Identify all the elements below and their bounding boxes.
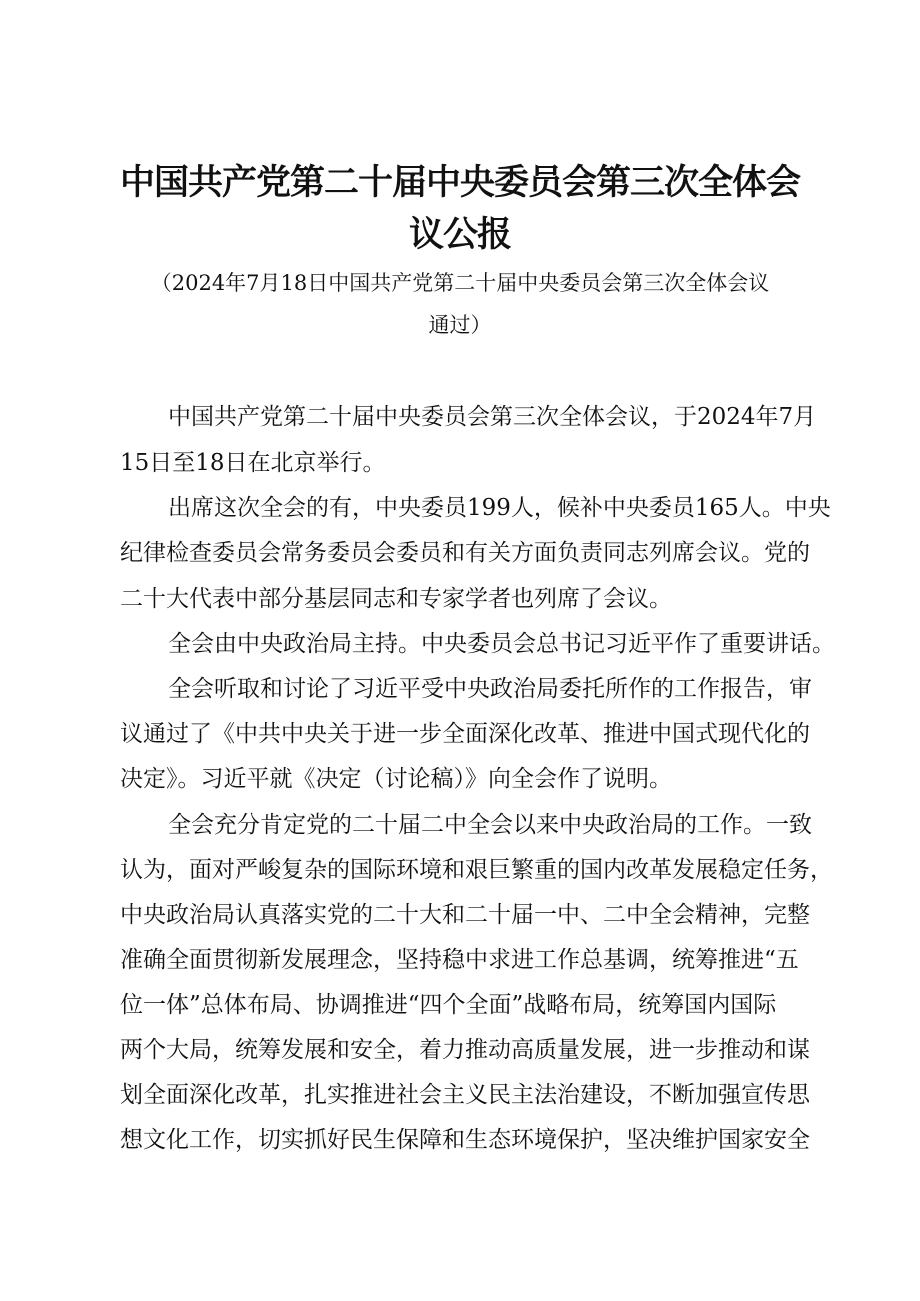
paragraph-4-line-3: 决定》。习近平就《决定（讨论稿）》向全会作了说明。 [120, 766, 672, 792]
paragraph-1-line-1: 中国共产党第二十届中央委员会第三次全体会议，于2024年7月 [168, 404, 817, 430]
paragraph-4-line-2: 议通过了《中共中央关于进一步全面深化改革、推进中国式现代化的 [120, 721, 810, 747]
paragraph-4-line-1: 全会听取和讨论了习近平受中央政治局委托所作的工作报告，审 [168, 676, 812, 702]
paragraph-2-line-2: 纪律检查委员会常务委员会委员和有关方面负责同志列席会议。党的 [120, 540, 810, 566]
paragraph-2-line-1: 出席这次全会的有，中央委员199人，候补中央委员165人。中央 [168, 495, 831, 521]
paragraph-5-line-8: 想文化工作，切实抓好民生保障和生态环境保护，坚决维护国家安全 [120, 1127, 810, 1153]
paragraph-5-line-1: 全会充分肯定党的二十届二中全会以来中央政治局的工作。一致 [168, 812, 812, 838]
paragraph-1-line-2: 15日至18日在北京举行。 [120, 450, 386, 476]
paragraph-5-line-6: 两个大局，统筹发展和安全，着力推动高质量发展，进一步推动和谋 [120, 1037, 810, 1063]
paragraph-2-line-3: 二十大代表中部分基层同志和专家学者也列席了会议。 [120, 586, 672, 612]
paragraph-5-line-4: 准确全面贯彻新发展理念，坚持稳中求进工作总基调，统筹推进“五 [120, 947, 799, 973]
paragraph-5-line-5: 位一体”总体布局、协调推进“四个全面”战略布局，统筹国内国际 [120, 992, 777, 1018]
document-subtitle-line-2: 通过） [428, 313, 492, 337]
paragraph-3-line-1: 全会由中央政治局主持。中央委员会总书记习近平作了重要讲话。 [168, 631, 835, 657]
paragraph-5-line-2: 认为，面对严峻复杂的国际环境和艰巨繁重的国内改革发展稳定任务， [120, 857, 833, 883]
document-title-line-1: 中国共产党第二十届中央委员会第三次全体会 [120, 163, 801, 203]
document-subtitle-line-1: （2024年7月18日中国共产党第二十届中央委员会第三次全体会议 [150, 271, 770, 295]
document-title-line-2: 议公报 [408, 215, 511, 255]
paragraph-5-line-3: 中央政治局认真落实党的二十大和二十届一中、二中全会精神，完整 [120, 902, 810, 928]
paragraph-5-line-7: 划全面深化改革，扎实推进社会主义民主法治建设，不断加强宣传思 [120, 1082, 810, 1108]
